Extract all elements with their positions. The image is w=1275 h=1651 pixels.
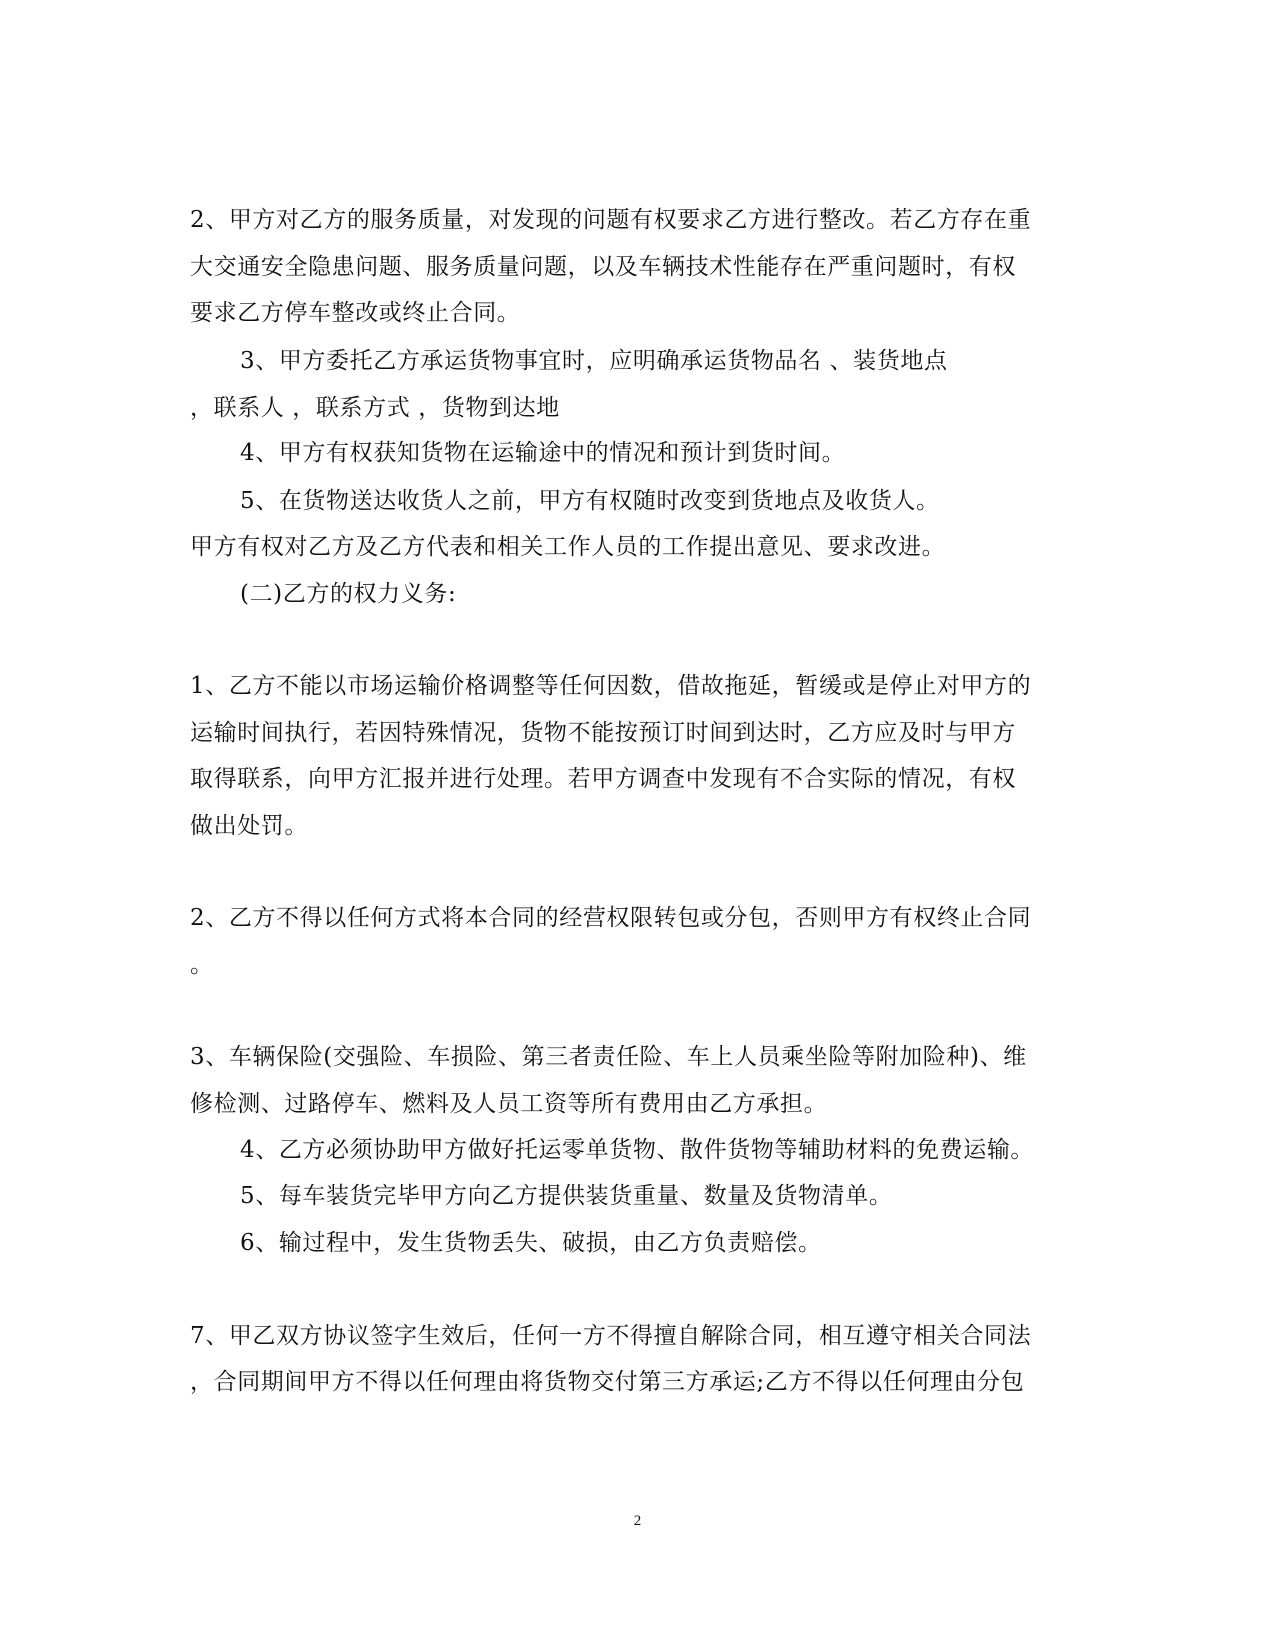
text-line: 修检测、过路停车、燃料及人员工资等所有费用由乙方承担。 <box>190 1091 828 1117</box>
text-line: 取得联系，向甲方汇报并进行处理。若甲方调查中发现有不合实际的情况，有权 <box>190 766 1016 792</box>
text-line: 运输时间执行，若因特殊情况，货物不能按预订时间到达时，乙方应及时与甲方 <box>190 720 1016 746</box>
text-line: 甲方有权对乙方及乙方代表和相关工作人员的工作提出意见、要求改进。 <box>190 534 946 560</box>
text-line: 2、乙方不得以任何方式将本合同的经营权限转包或分包，否则甲方有权终止合同 <box>190 905 1032 931</box>
text-line: 1、乙方不能以市场运输价格调整等任何因数，借故拖延，暂缓或是停止对甲方的 <box>190 673 1032 699</box>
text-line: 做出处罚。 <box>190 813 308 839</box>
text-line: 5、每车装货完毕甲方向乙方提供装货重量、数量及货物清单。 <box>240 1183 893 1209</box>
text-line: 6、输过程中，发生货物丢失、破损，由乙方负责赔偿。 <box>240 1230 822 1256</box>
text-line: 7、甲乙双方协议签字生效后，任何一方不得擅自解除合同，相互遵守相关合同法 <box>190 1323 1032 1349</box>
text-line: 大交通安全隐患问题、服务质量问题，以及车辆技术性能存在严重问题时，有权 <box>190 254 1016 280</box>
text-line: 要求乙方停车整改或终止合同。 <box>190 300 521 326</box>
text-line: 5、在货物送达收货人之前，甲方有权随时改变到货地点及收货人。 <box>240 488 940 514</box>
text-line: 3、车辆保险(交强险、车损险、第三者责任险、车上人员乘坐险等附加险种)、维 <box>190 1044 1027 1070</box>
text-line: 4、乙方必须协助甲方做好托运零单货物、散件货物等辅助材料的免费运输。 <box>240 1137 1035 1163</box>
text-line: ，合同期间甲方不得以任何理由将货物交付第三方承运;乙方不得以任何理由分包 <box>190 1369 1025 1395</box>
section-heading: (二)乙方的权力义务: <box>240 581 457 607</box>
text-line: 。 <box>190 952 214 978</box>
text-line: ，联系人 ，联系方式 ，货物到达地 <box>190 395 560 421</box>
text-line: 3、甲方委托乙方承运货物事宜时，应明确承运货物品名 、装货地点 <box>240 348 948 374</box>
text-line: 4、甲方有权获知货物在运输途中的情况和预计到货时间。 <box>240 440 846 466</box>
text-line: 2、甲方对乙方的服务质量，对发现的问题有权要求乙方进行整改。若乙方存在重 <box>190 207 1032 233</box>
page-number: 2 <box>633 1513 642 1529</box>
